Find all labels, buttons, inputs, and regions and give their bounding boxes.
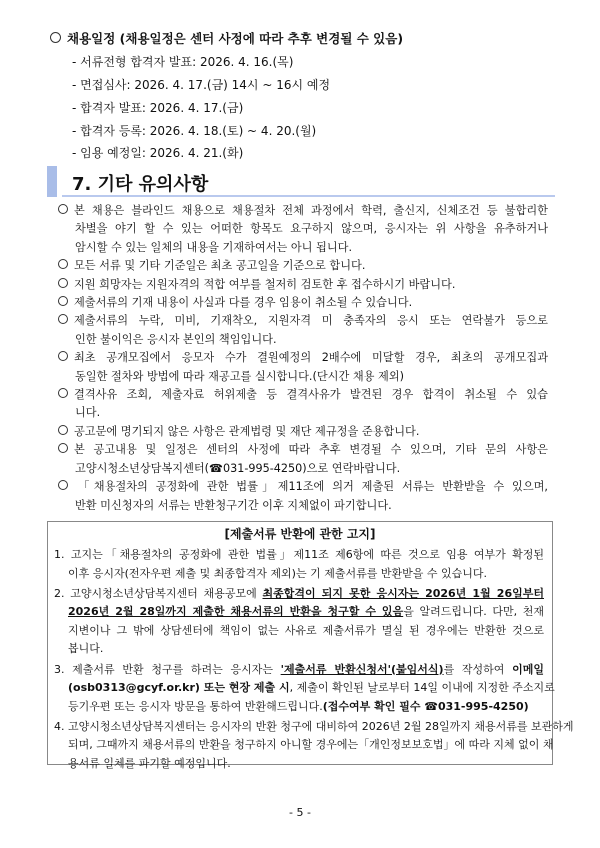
note-item: [58, 423, 548, 441]
notice-text: 용서류 일체를 파기할 예정입니다.: [68, 757, 231, 771]
note-text: 본 공고내용 및 일정은 센터의 사정에 따라 추후 변경될 수 있으며, 기타 문의 사항은: [74, 443, 548, 457]
schedule-title: 채용일정 (채용일정은 센터 사정에 따라 추후 변경될 수 있음): [67, 31, 404, 46]
note-line: [58, 460, 548, 478]
notice-line: [54, 755, 544, 774]
notice-emphasis: 최종합격이 되지 못한 응시자는 2026년 1월 26일부터: [262, 586, 544, 600]
notice-text: 이후 응시자(전자우편 제출 및 최종합격자 제외)는 기 제출서류를 반환받을 수 있습니다.: [68, 566, 487, 580]
notice-line: [54, 565, 544, 584]
note-text: 모든 서류 및 기타 기준일은 최초 공고일을 기준으로 합니다.: [74, 259, 366, 273]
page-number: - 5 -: [289, 806, 311, 819]
notice-title: [제출서류 반환에 관한 고지]: [224, 527, 376, 541]
note-line: [58, 349, 548, 367]
schedule-item: - 면접심사: 2026. 4. 17.(금) 14시 ~ 16시 예정: [72, 78, 331, 92]
notice-text: 등기우편 또는 응시자 방문을 통하여 반환해드립니다.: [68, 699, 323, 713]
section-title: 7. 기타 유의사항: [72, 174, 209, 195]
notice-list: [54, 546, 574, 775]
notice-line: [54, 661, 544, 680]
notice-text: 3. 제출서류 반환 청구를 하려는 응시자는: [54, 662, 281, 676]
notice-text: 봅니다.: [68, 642, 104, 656]
note-item: [58, 276, 548, 294]
note-text: 암시할 수 있는 일체의 내용을 기재하여서는 아니 됩니다.: [75, 240, 353, 254]
notice-line: [54, 622, 544, 641]
note-text: 차별을 야기 할 수 있는 어떠한 항목도 요구하지 않으며, 응시자는 위 사항을 유추하거나: [75, 222, 548, 236]
note-line: [58, 423, 548, 441]
notice-text: 을 알려드립니다. 다만, 천재: [403, 605, 545, 619]
notice-item: [54, 546, 544, 583]
circle-bullet-icon: [58, 278, 68, 288]
note-text: 제출서류의 기재 내용이 사실과 다를 경우 임용이 취소될 수 있습니다.: [74, 296, 413, 310]
note-line: [58, 404, 548, 422]
notice-text: 를 작성하여: [443, 662, 513, 676]
schedule-item: - 서류전형 합격자 발표: 2026. 4. 16.(목): [72, 55, 294, 69]
notice-line: [54, 698, 544, 717]
note-item: [58, 349, 548, 386]
note-line: [58, 276, 548, 294]
notice-emphasis: 이메일: [512, 662, 544, 676]
note-item: [58, 441, 548, 478]
notice-item: [54, 718, 574, 774]
note-item: [58, 386, 548, 423]
note-line: [58, 478, 548, 496]
note-line: [58, 331, 548, 349]
circle-bullet-icon: [58, 388, 68, 398]
note-line: [58, 441, 548, 459]
note-line: [58, 497, 548, 515]
note-item: [58, 294, 548, 312]
schedule-item: - 합격자 발표: 2026. 4. 17.(금): [72, 101, 244, 115]
circle-bullet-icon: [58, 204, 68, 214]
note-text: 고양시청소년상담복지센터(☎031-995-4250)으로 연락바랍니다.: [75, 461, 401, 475]
note-text: 니다.: [75, 406, 101, 420]
notice-line: [54, 718, 574, 737]
note-line: [58, 368, 548, 386]
note-text: 공고문에 명기되지 않은 사항은 관계법령 및 재단 제규정을 준용합니다.: [74, 424, 420, 438]
circle-bullet-icon: [58, 443, 68, 453]
notice-text: 1. 고지는「채용절차의 공정화에 관한 법률」제11조 제6항에 따른 것으로 임용 여부가 확정된: [54, 548, 544, 561]
note-line: [58, 312, 548, 330]
note-line: [58, 239, 548, 257]
notice-item: [54, 661, 555, 717]
notice-line: [54, 585, 544, 604]
circle-bullet-icon: [58, 259, 68, 269]
note-item: [58, 478, 548, 515]
note-text: 최초 공개모집에서 응모자 수가 결원예정의 2배수에 미달할 경우, 최초의 공개모집과: [74, 351, 548, 365]
circle-bullet-icon: [58, 480, 68, 490]
note-text: 제출서류의 누락, 미비, 기재착오, 지원자격 미 충족자의 응시 또는 연락불가 등으로: [74, 314, 548, 328]
notice-box: [47, 521, 574, 771]
notice-line: [54, 546, 544, 565]
note-line: [58, 386, 548, 404]
notice-emphasis: '제출서류 반환신청서'(붙임서식): [280, 662, 444, 676]
notice-line: [54, 640, 544, 659]
schedule-item: - 합격자 등록: 2026. 4. 18.(토) ~ 4. 20.(월): [72, 124, 317, 138]
notice-text: 되며, 그때까지 채용서류의 반환을 청구하지 아니할 경우에는「개인정보보호법」에 따라 지체 없이 채: [68, 738, 554, 752]
note-text: 「채용절차의 공정화에 관한 법률」제11조에 의거 제출된 서류는 반환받을 수 있으며,: [74, 480, 548, 494]
schedule-heading: [50, 29, 403, 47]
note-text: 동일한 절차와 방법에 따라 재공고를 실시합니다.(단시간 채용 제외): [75, 369, 404, 383]
notice-line: [54, 679, 555, 698]
note-item: [58, 312, 548, 349]
notice-text: 2. 고양시청소년상담복지센터 채용공모에: [54, 586, 263, 600]
note-item: [58, 257, 548, 275]
notice-text: 4. 고양시청소년상담복지센터는 응시자의 반환 청구에 대비하여 2026년 2월 28일까지 채용서류를 보관하게: [54, 719, 574, 733]
notice-emphasis: (접수여부 확인 필수 ☎031-995-4250): [322, 699, 529, 713]
circle-bullet-icon: [58, 314, 68, 324]
note-item: [58, 202, 548, 257]
note-text: 본 채용은 블라인드 채용으로 채용절차 전체 과정에서 학력, 출신지, 신체조건 등 불합리한: [74, 204, 548, 217]
notice-text: 지변이나 그 밖에 상담센터에 책임이 없는 사유로 제출서류가 멸실 된 경우에는 반환한 것으로: [68, 623, 544, 637]
circle-bullet-icon: [58, 296, 68, 306]
note-text: 결격사유 조회, 제출자료 허위제출 등 결격사유가 발견된 경우 합격이 취소될 수 있습: [74, 388, 548, 402]
note-line: [58, 294, 548, 312]
note-line: [58, 202, 548, 220]
note-text: 반환 미신청자의 서류는 반환청구기간 이후 지체없이 파기합니다.: [75, 498, 392, 512]
notice-emphasis: 2026년 2월 28일까지 제출한 채용서류의 반환을 청구할 수 있음: [68, 605, 404, 619]
notice-line: [54, 736, 554, 755]
notes-list: [58, 202, 548, 515]
note-text: 인한 불이익은 응시자 본인의 책임입니다.: [75, 332, 277, 346]
circle-bullet-icon: [58, 351, 68, 361]
notice-item: [54, 585, 544, 659]
circle-bullet-icon: [58, 425, 68, 435]
schedule-item: - 임용 예정일: 2026. 4. 21.(화): [72, 146, 244, 160]
notice-emphasis[interactable]: (osb0313@gcyf.or.kr) 또는 현장 제출 시: [68, 681, 290, 695]
notice-line: [54, 603, 544, 622]
section-marker: [47, 166, 57, 197]
notice-text: , 제출이 확인된 날로부터 14일 이내에 지정한 주소지로: [289, 681, 555, 695]
note-text: 지원 희망자는 지원자격의 적합 여부를 철저히 검토한 후 접수하시기 바랍니다.: [74, 277, 456, 291]
circle-bullet-icon: [50, 32, 61, 43]
note-line: [58, 257, 548, 275]
note-line: [58, 220, 548, 238]
